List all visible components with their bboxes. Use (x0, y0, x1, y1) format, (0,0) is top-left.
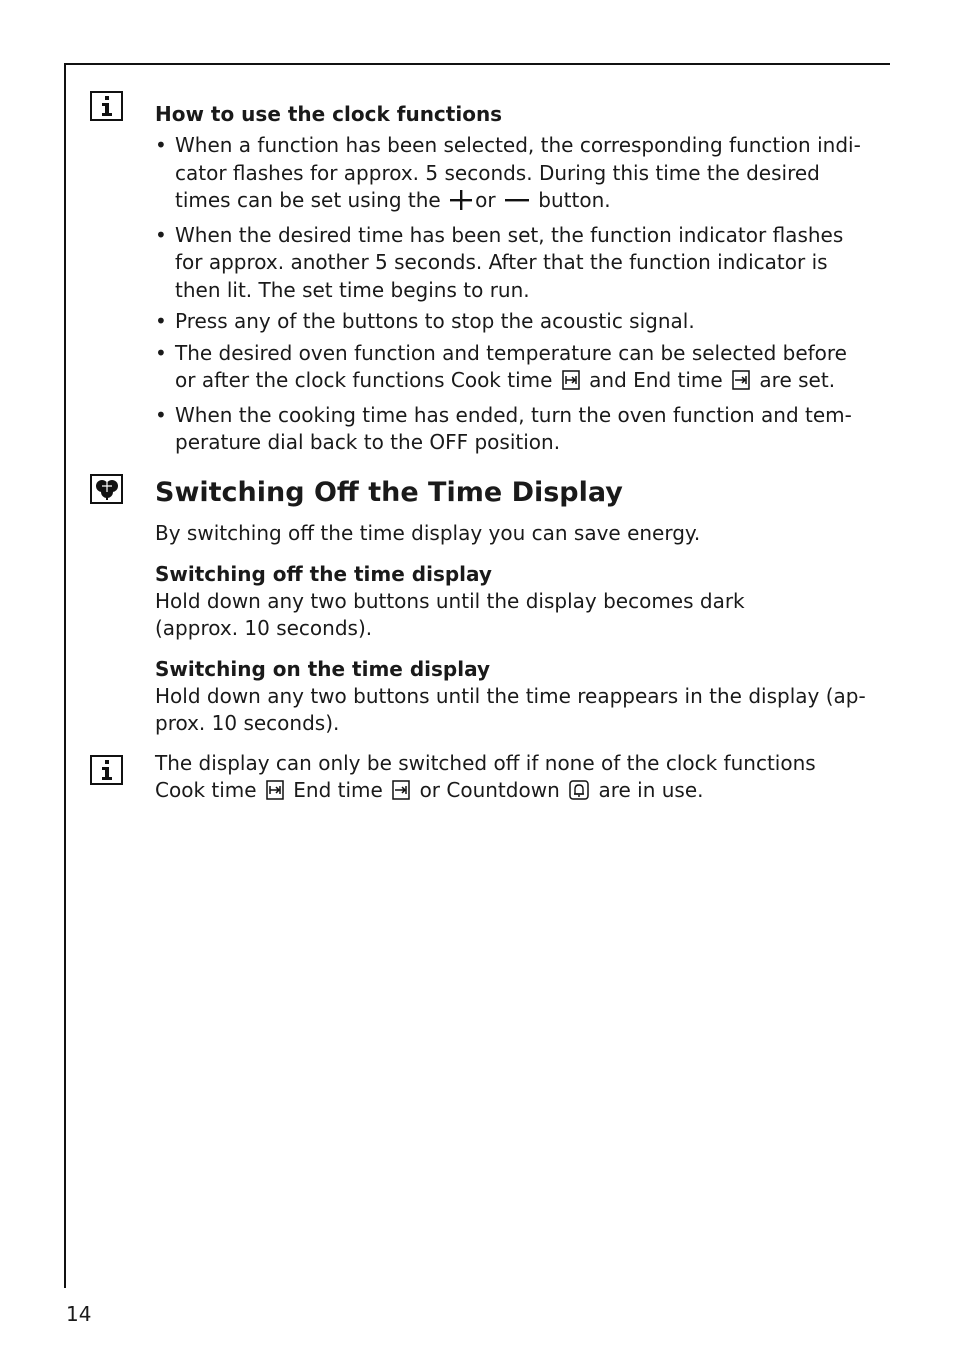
cook-time-icon (562, 370, 580, 398)
note-text-part: Cook time (155, 778, 257, 802)
list-item: • When a function has been selected, the corresponding function indi-cator flashes for approx. 5 seconds. During this time the desired times can be set using the or button. (155, 132, 867, 218)
list-item-text: Press any of the buttons to stop the acoustic signal. (175, 309, 695, 333)
list-item-text: or (475, 188, 496, 212)
list-item: • When the cooking time has ended, turn the oven function and tem-perature dial back to the OFF position. (155, 402, 852, 454)
note-text-line: The display can only be switched off if none of the clock functions (155, 751, 816, 775)
clover-icon (90, 474, 123, 504)
note-text-part: or Countdown (419, 778, 560, 802)
note-text (155, 750, 867, 807)
page-frame-left (64, 63, 66, 1288)
info-icon (90, 755, 123, 785)
switch-off-text-line: (approx. 10 seconds). (155, 616, 373, 640)
bell-icon (569, 780, 589, 807)
list-item-text: are set. (759, 368, 836, 392)
note-text-part: End time (293, 778, 383, 802)
end-time-icon (392, 780, 410, 807)
minus-icon (505, 190, 529, 218)
list-item: • The desired oven function and temperature can be selected before or after the clock functions Cook time and End time are set. (155, 340, 867, 398)
switch-off-title: Switching off the time display (155, 562, 492, 586)
list-item-text: The desired oven function and temperature can be selected before or after the clock functions Cook time (175, 340, 847, 392)
plus-icon (450, 190, 472, 218)
clock-functions-section (155, 101, 867, 461)
section-intro: By switching off the time display you can save energy. (155, 521, 701, 545)
switch-off-text-line: Hold down any two buttons until the display becomes dark (155, 589, 745, 613)
switch-on-text: Hold down any two buttons until the time reappears in the display (ap-prox. 10 seconds). (155, 684, 866, 735)
cook-time-icon (266, 780, 284, 807)
list-item: • Press any of the buttons to stop the acoustic signal. (155, 309, 695, 333)
time-display-section (155, 476, 867, 737)
section-heading: Switching Off the Time Display (155, 477, 623, 508)
switch-on-title: Switching on the time display (155, 657, 490, 681)
clock-functions-list (155, 132, 867, 457)
list-item: • When the desired time has been set, the function indicator flashes for approx. another 5 seconds. After that the function indicator is then lit. The set time begins to run. (155, 222, 844, 302)
list-item-text: When a function has been selected, the corresponding function indi-cator flashes for approx. 5 seconds. During this time the desired times can be set using the (175, 133, 861, 212)
note-text-part: are in use. (598, 778, 704, 802)
switch-off-text (155, 588, 867, 642)
page-number: 14 (66, 1302, 92, 1326)
end-time-icon (732, 370, 750, 398)
list-item-text: When the cooking time has ended, turn the oven function and tem-perature dial back to the OFF position. (175, 402, 852, 454)
clock-functions-title: How to use the clock functions (155, 102, 503, 126)
list-item-text: button. (538, 188, 611, 212)
note-section (155, 750, 867, 807)
info-icon (90, 91, 123, 121)
list-item-text: When the desired time has been set, the function indicator flashes for approx. another 5 seconds. After that the function indicator is then lit. The set time begins to run. (175, 222, 844, 302)
list-item-text: and End time (589, 368, 723, 392)
page-frame-top (64, 63, 890, 65)
